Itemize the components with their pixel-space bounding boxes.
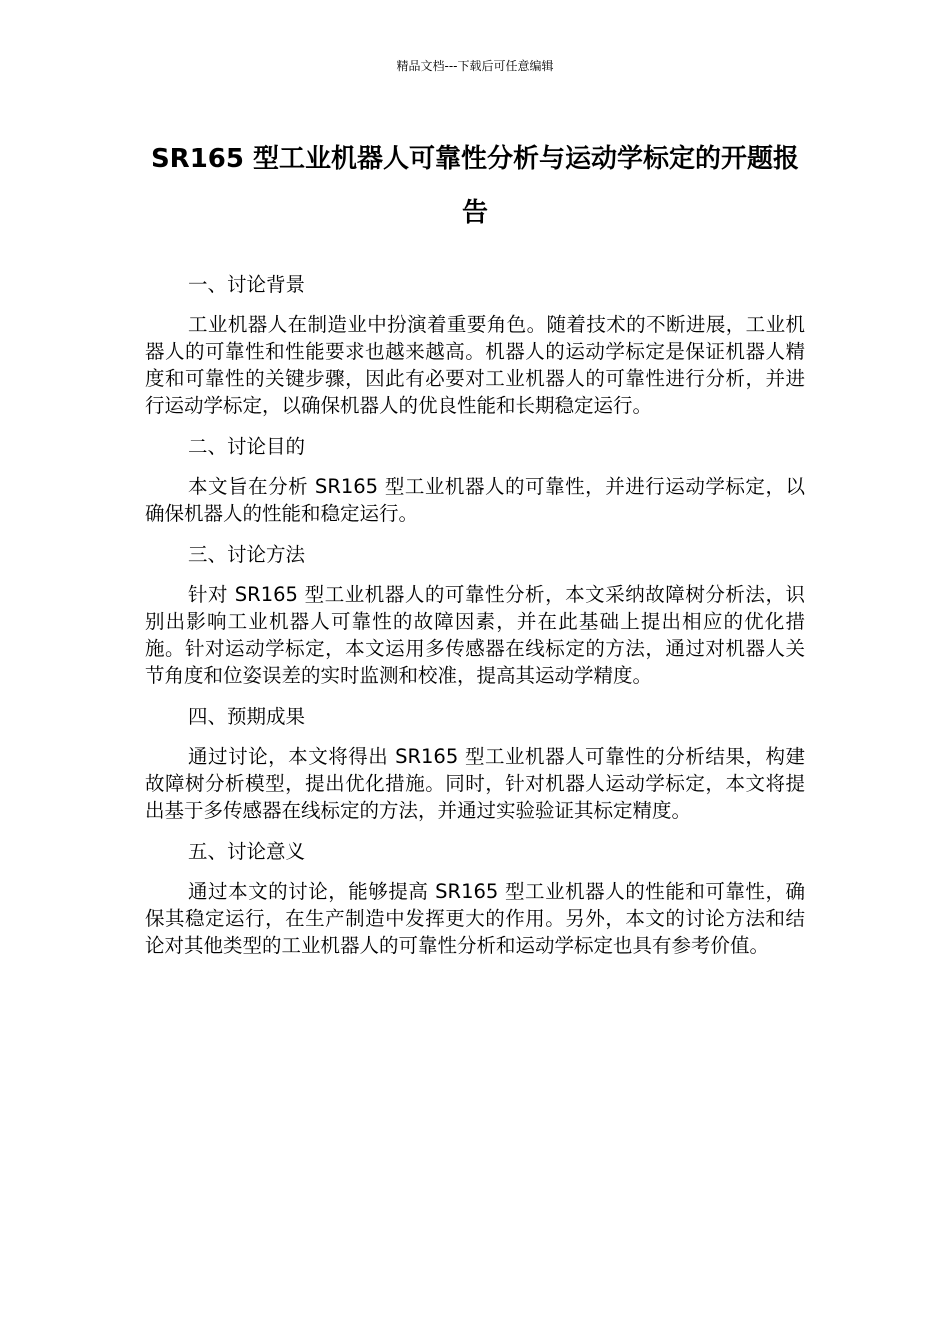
section-method xyxy=(145,541,805,689)
section-expected-results xyxy=(145,703,805,824)
header-note: 精品文档---下载后可任意编辑 xyxy=(396,59,554,73)
section-paragraph: 针对 SR165 型工业机器人的可靠性分析，本文采纳故障树分析法，识别出影响工业机器人可靠性的故障因素，并在此基础上提出相应的优化措施。针对运动学标定，本文运用多传感器在线标定的方法，通过对机器人关节角度和位姿误差的实时监测和校准，提高其运动学精度。 xyxy=(145,583,805,687)
document-title: SR165 型工业机器人可靠性分析与运动学标定的开题报告 xyxy=(150,144,800,228)
section-heading: 二、讨论目的 xyxy=(188,435,306,458)
section-heading: 三、讨论方法 xyxy=(188,543,306,566)
section-paragraph: 通过本文的讨论，能够提高 SR165 型工业机器人的性能和可靠性，确保其稳定运行，在生产制造中发挥更大的作用。另外，本文的讨论方法和结论对其他类型的工业机器人的可靠性分析和运动学标定也具有参考价值。 xyxy=(145,880,805,957)
section-significance xyxy=(145,838,805,959)
section-paragraph: 本文旨在分析 SR165 型工业机器人的可靠性，并进行运动学标定，以确保机器人的性能和稳定运行。 xyxy=(145,475,805,525)
section-purpose xyxy=(145,433,805,527)
section-paragraph: 工业机器人在制造业中扮演着重要角色。随着技术的不断进展，工业机器人的可靠性和性能要求也越来越高。机器人的运动学标定是保证机器人精度和可靠性的关键步骤，因此有必要对工业机器人的可靠性进行分析，并进行运动学标定，以确保机器人的优良性能和长期稳定运行。 xyxy=(145,313,805,417)
section-paragraph: 通过讨论，本文将得出 SR165 型工业机器人可靠性的分析结果，构建故障树分析模型，提出优化措施。同时，针对机器人运动学标定，本文将提出基于多传感器在线标定的方法，并通过实验验证其标定精度。 xyxy=(145,745,805,822)
section-heading: 四、预期成果 xyxy=(188,705,306,728)
section-background xyxy=(145,271,805,419)
section-heading: 五、讨论意义 xyxy=(188,840,306,863)
section-heading: 一、讨论背景 xyxy=(188,273,306,296)
document-body xyxy=(145,271,805,973)
